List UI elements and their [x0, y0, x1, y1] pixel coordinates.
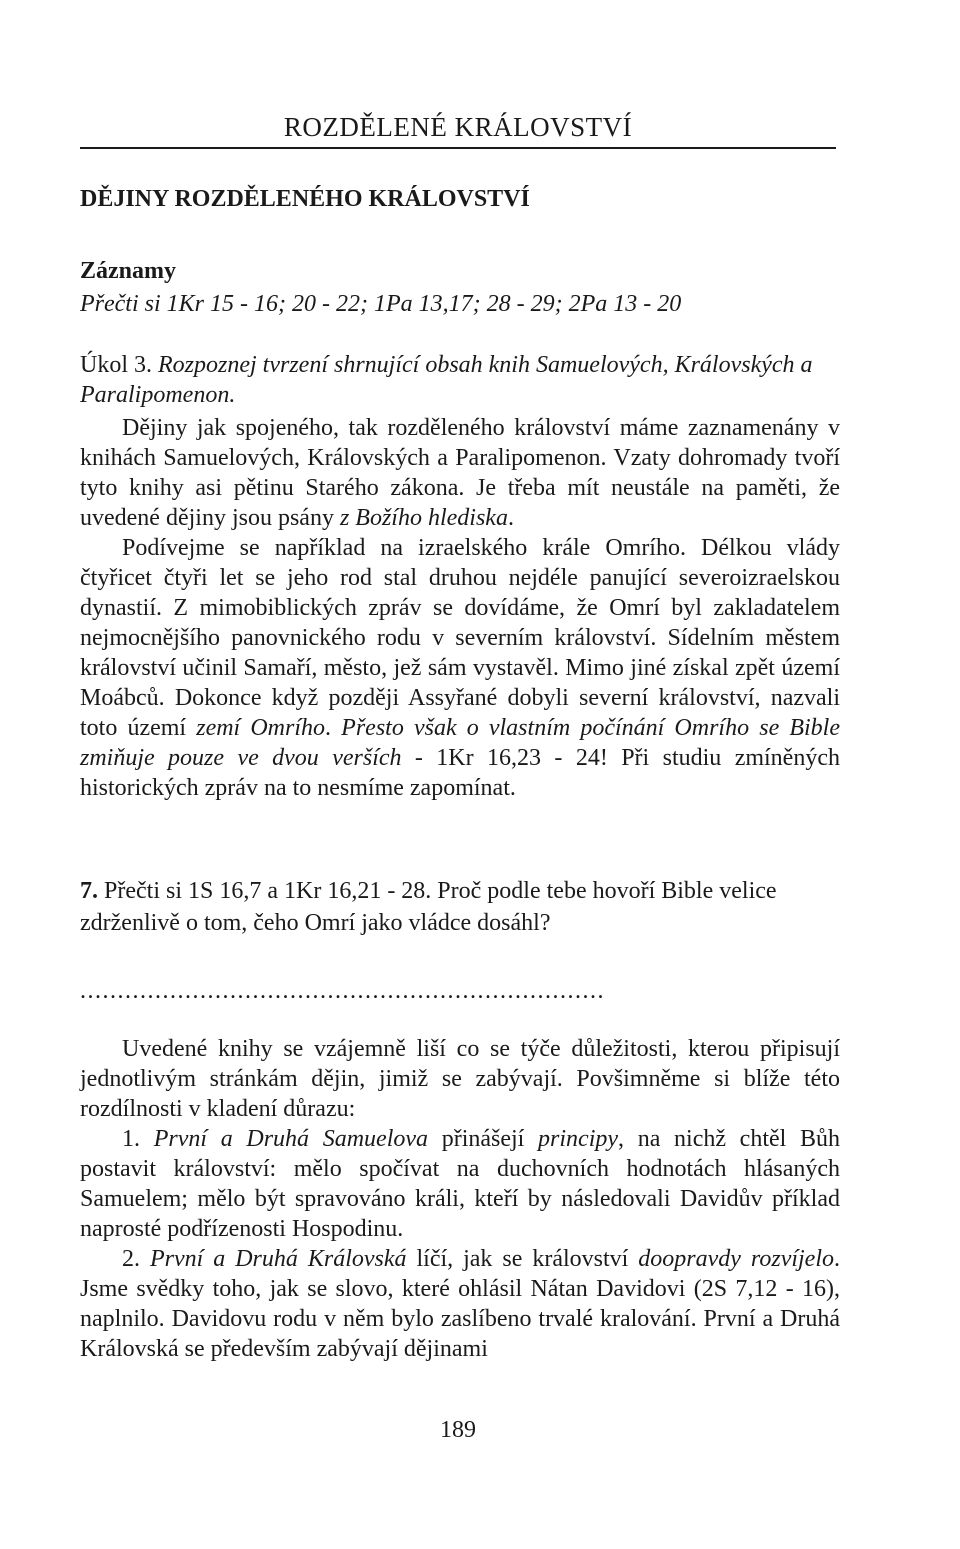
text-run: - 1Kr 16,23 - 24! Při studiu zmíněných historických zpráv na to nesmíme zapomínat.	[80, 745, 840, 801]
item-number: 2.	[122, 1246, 140, 1272]
text-run: .	[507, 505, 514, 531]
paragraph-differences: Uvedené knihy se vzájemně liší co se týče důležitosti, kterou připisují jednotlivým stránkám dějin, jimiž se zabývají. Povšimněme si blíže této rozdílnosti v kladení důrazu:	[80, 1036, 840, 1122]
paragraph-omri	[80, 533, 840, 803]
body-text-1	[80, 413, 840, 803]
text-run: přinášejí	[428, 1126, 539, 1152]
task-text: Rozpoznej tvrzení shrnující obsah knih Samuelových, Královských a Paralipomenon.	[80, 352, 813, 408]
reading-reference: Přečti si 1Kr 15 - 16; 20 - 22; 1Pa 13,17; 28 - 29; 2Pa 13 - 20	[80, 291, 682, 317]
question-7	[80, 875, 840, 939]
question-text: Přečti si 1S 16,7 a 1Kr 16,21 - 28. Proč podle tebe hovoří Bible velice zdrženlivě o tom, čeho Omrí jako vládce dosáhl?	[80, 878, 777, 936]
section-title: Záznamy	[80, 258, 176, 284]
text-run: , na nichž chtěl Bůh postavit království: mělo spočívat na duchovních hodnotách hlásaných Samuelem; mělo být spravováno králi, kteří by následovali Davidův příklad naprosté podřízenosti Hospodinu.	[80, 1126, 841, 1242]
text-run: .	[325, 715, 342, 741]
list-item-samuel	[80, 1124, 840, 1244]
text-run: líčí, jak se království	[406, 1246, 639, 1272]
header-rule	[80, 147, 836, 149]
paragraph-history	[80, 413, 840, 533]
running-header: ROZDĚLENÉ KRÁLOVSTVÍ	[283, 112, 633, 142]
emphasis: doopravdy rozvíjelo	[638, 1246, 835, 1272]
answer-line[interactable]: ......................................................................	[80, 978, 605, 1004]
emphasis: Přesto však o vlastním počínání Omrího se Bible zmiňuje pouze ve dvou verších	[80, 715, 841, 771]
body-text-2	[80, 1034, 840, 1364]
emphasis: První a Druhá Samuelova	[153, 1126, 429, 1152]
task-3	[80, 350, 840, 410]
text-run: . Jsme svědky toho, jak se slovo, které ohlásil Nátan Davidovi (2S 7,12 - 16), naplnilo. Davidovu rodu v něm bylo zaslíbeno trvalé kralování. První a Druhá Královská se především zabývají dějinami	[80, 1246, 841, 1362]
emphasis: z Božího hlediska	[339, 505, 508, 531]
emphasis: První a Druhá Královská	[149, 1246, 407, 1272]
text-run: Dějiny jak spojeného, tak rozděleného království máme zaznamenány v knihách Samuelových, Královských a Paralipomenon. Vzaty dohromady tvoří tyto knihy asi pětinu Starého zákona. Je třeba mít neustále na paměti, že uvedené dějiny jsou psány	[80, 415, 840, 531]
chapter-title: DĚJINY ROZDĚLENÉHO KRÁLOVSTVÍ	[80, 186, 530, 212]
emphasis: principy	[538, 1126, 619, 1152]
text-run: Podívejme se například na izraelského krále Omrího. Délkou vlády čtyřicet čtyři let se jeho rod stal druhou nejdéle panující severoizraelskou dynastií. Z mimobiblických zpráv se dovídáme, že Omrí byl zakladatelem nejmocnějšího panovnického rodu v severním království. Sídelním městem království učinil Samaří, město, jež sám vystavěl. Mimo jiné získal zpět území Moábců. Dokonce když později Assyřané dobyli severní království, nazvali toto území	[80, 535, 840, 741]
question-number: 7.	[80, 878, 98, 904]
page-number: 189	[440, 1417, 476, 1443]
item-number: 1.	[122, 1126, 140, 1152]
task-label: Úkol 3.	[80, 352, 152, 378]
list-item-kings	[80, 1244, 840, 1364]
emphasis: zemí Omrího	[196, 715, 326, 741]
